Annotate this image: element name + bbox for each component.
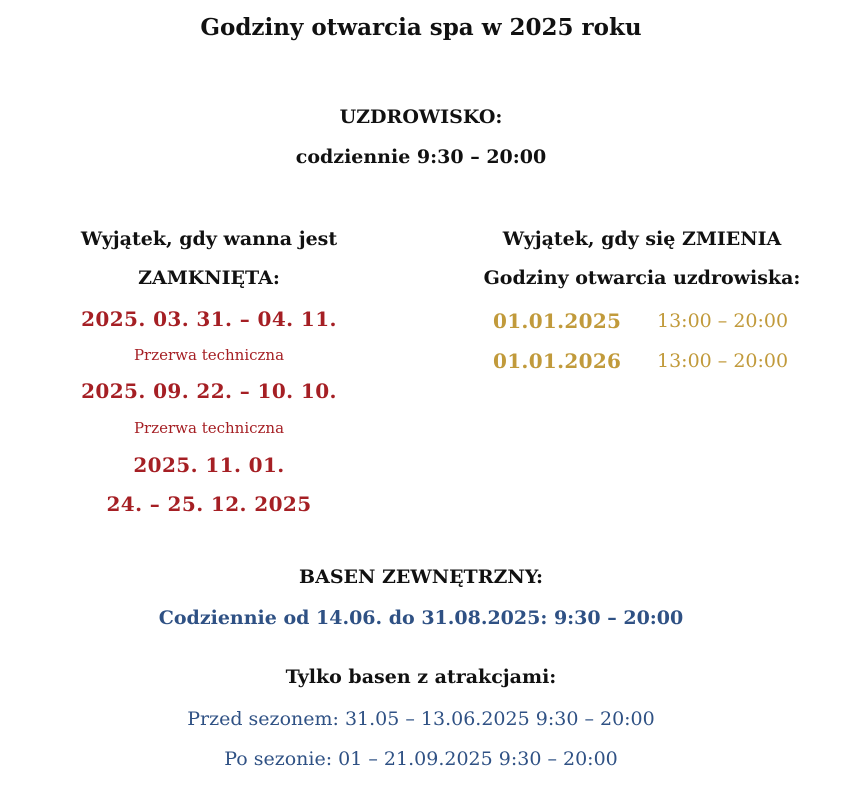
page-title: Godziny otwarcia spa w 2025 roku <box>200 14 642 41</box>
closed-date-4: 24. – 25. 12. 2025 <box>106 492 312 516</box>
closed-note-1: Przerwa techniczna <box>133 346 285 364</box>
post-season-hours: Po sezonie: 01 – 21.09.2025 9:30 – 20:00 <box>224 748 618 770</box>
pre-season-hours: Przed sezonem: 31.05 – 13.06.2025 9:30 – 20:00 <box>187 708 655 730</box>
changed-row-hours: 13:00 – 20:00 <box>657 310 789 332</box>
closed-date-2: 2025. 09. 22. – 10. 10. <box>81 379 337 403</box>
closed-date-1: 2025. 03. 31. – 04. 11. <box>81 307 337 331</box>
changed-row-1 <box>468 309 828 333</box>
changed-row-date: 01.01.2025 <box>493 309 622 333</box>
closed-heading-line2: ZAMKNIĘTA: <box>138 267 280 289</box>
closed-date-3: 2025. 11. 01. <box>133 453 285 477</box>
changed-heading-line2: Godziny otwarcia uzdrowiska: <box>483 267 801 289</box>
changed-row-hours: 13:00 – 20:00 <box>657 350 789 372</box>
attractions-heading: Tylko basen z atrakcjami: <box>285 666 557 688</box>
pool-daily-hours: Codziennie od 14.06. do 31.08.2025: 9:30 – 20:00 <box>158 607 684 629</box>
closed-note-2: Przerwa techniczna <box>133 419 285 437</box>
changed-heading-line1: Wyjątek, gdy się ZMIENIA <box>502 228 782 250</box>
changed-row-2 <box>468 349 828 373</box>
closed-heading-line1: Wyjątek, gdy wanna jest <box>80 228 338 250</box>
spa-hours: codziennie 9:30 – 20:00 <box>295 146 547 168</box>
pool-heading: BASEN ZEWNĘTRZNY: <box>299 566 543 588</box>
changed-row-date: 01.01.2026 <box>493 349 622 373</box>
spa-heading: UZDROWISKO: <box>339 106 503 128</box>
